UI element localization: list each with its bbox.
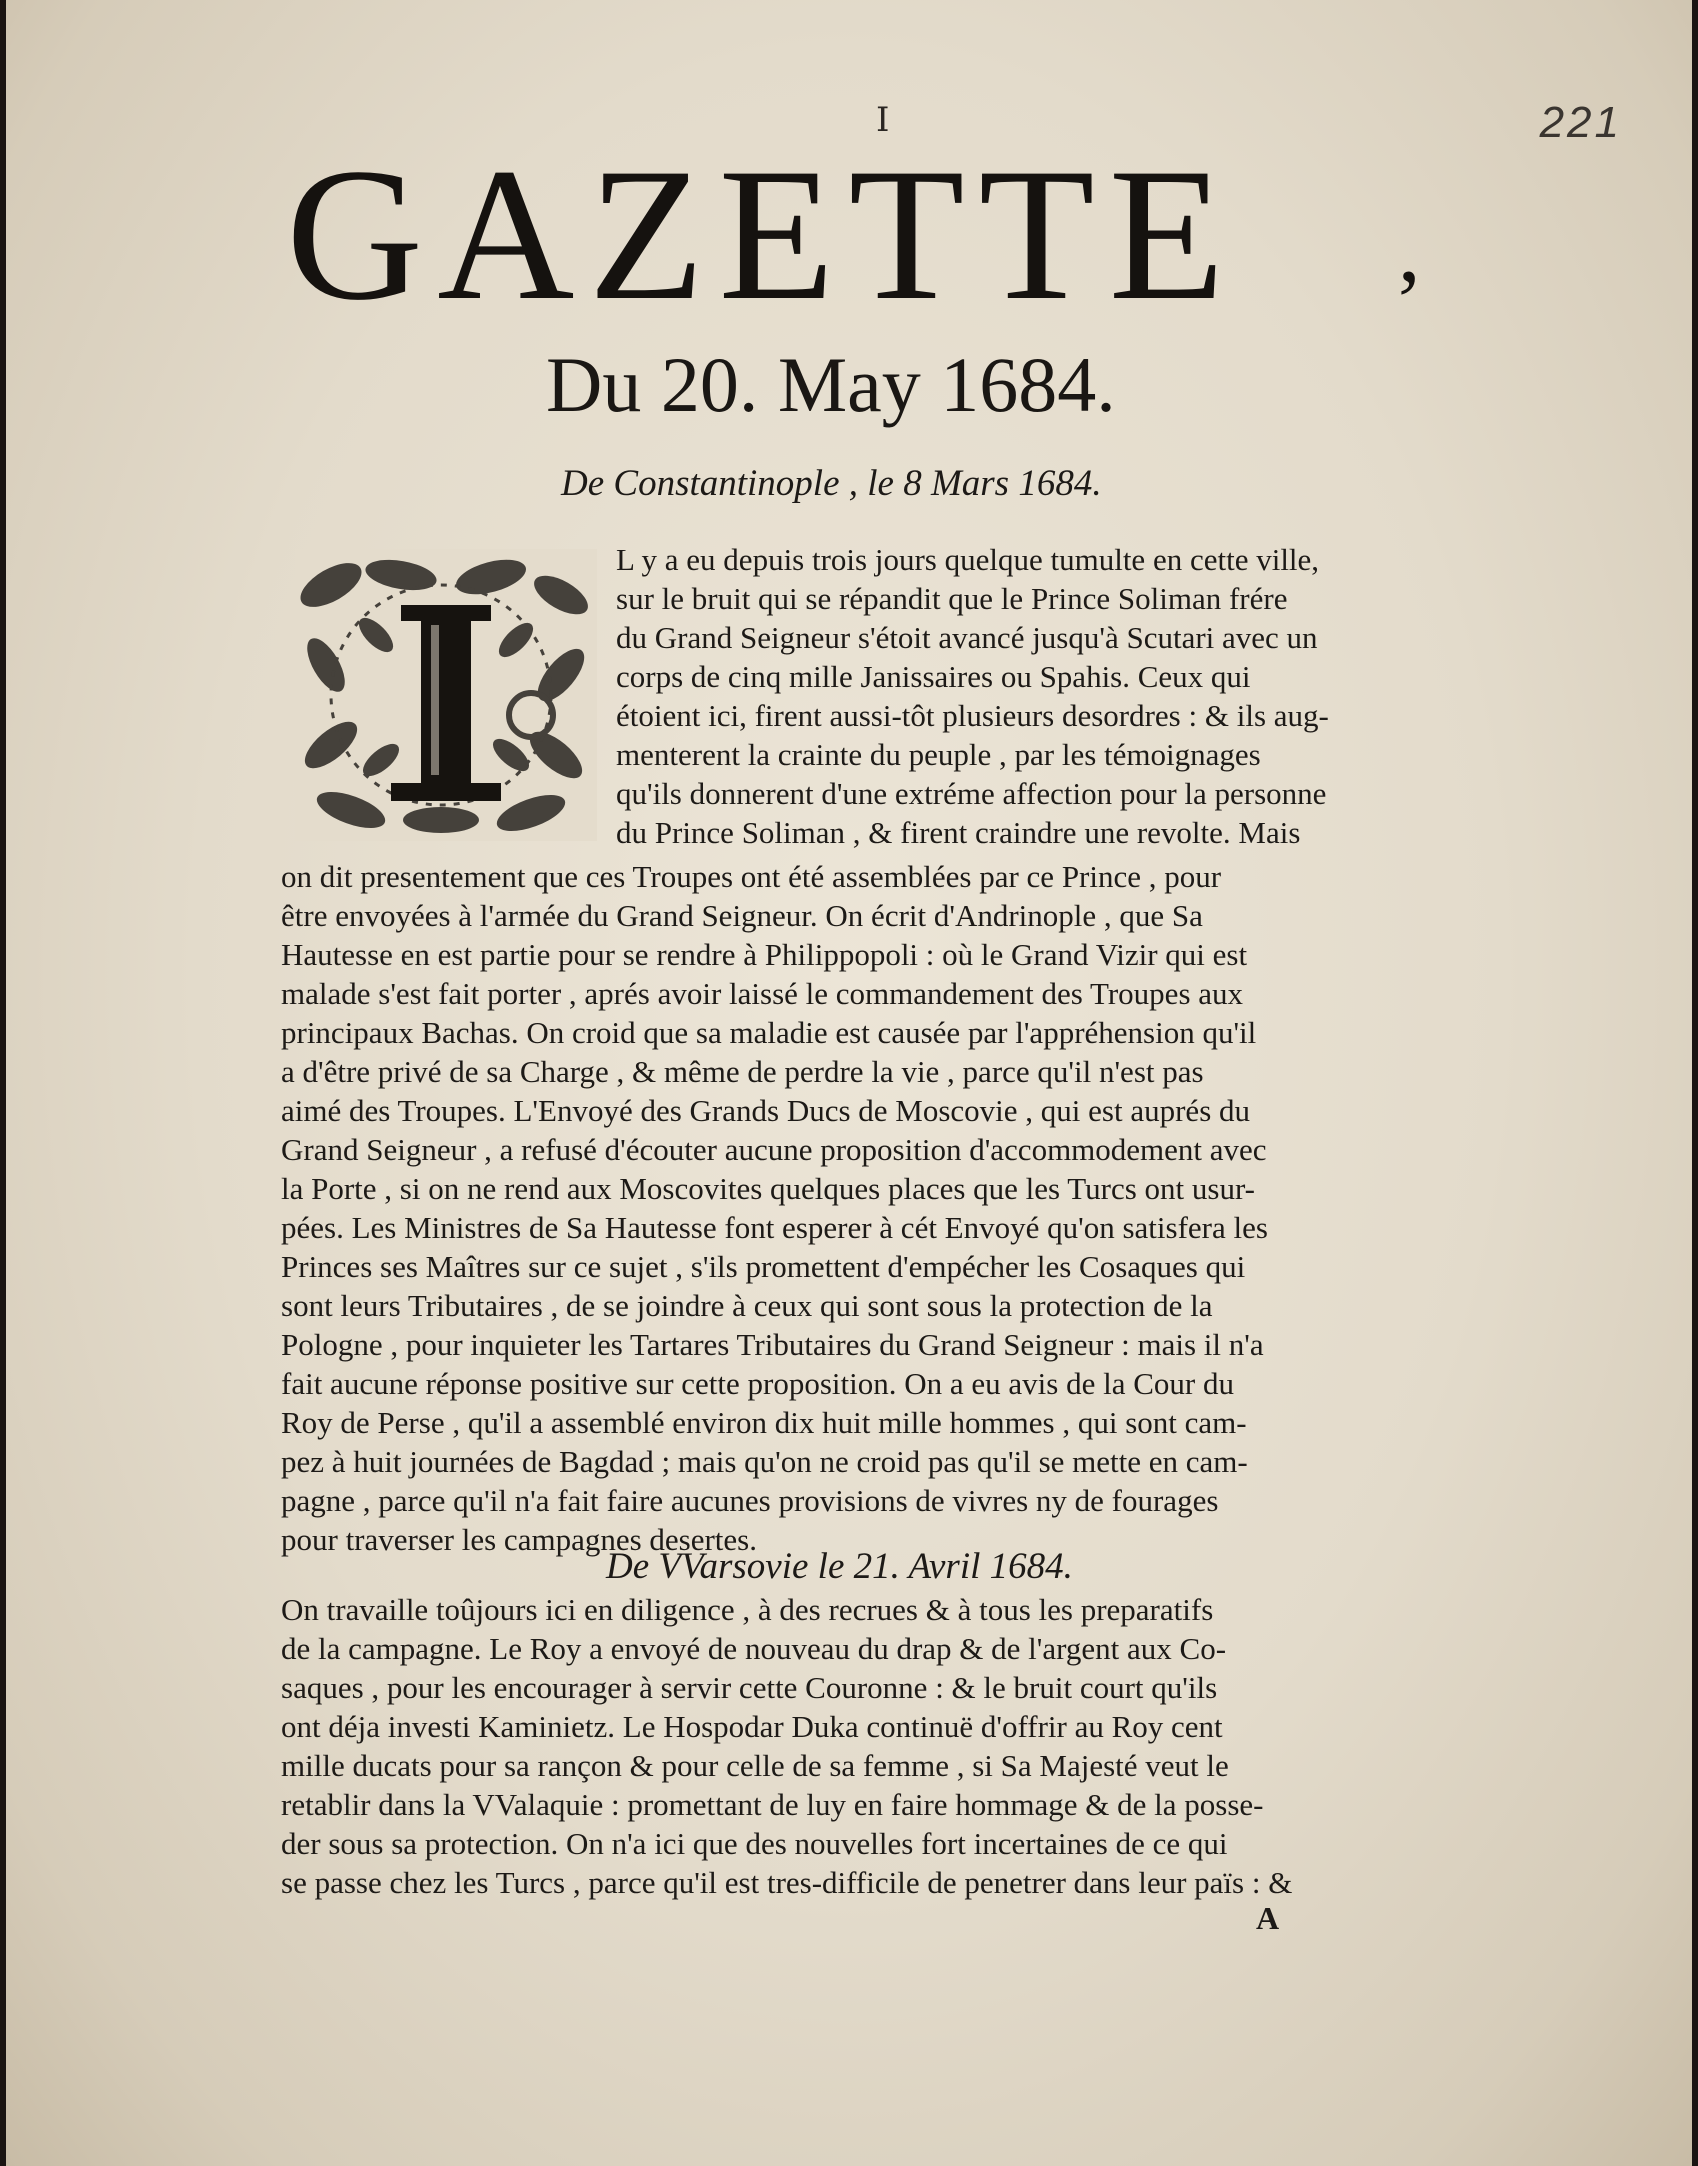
text-line: pour traverser les campagnes desertes. xyxy=(281,1522,757,1557)
text-line: pagne , parce qu'il n'a fait faire aucunes provisions de vivres ny de fourages xyxy=(281,1483,1219,1518)
text-line: retablir dans la VValaquie : promettant de luy en faire hommage & de la posse- xyxy=(281,1787,1264,1822)
masthead-comma: , xyxy=(1398,202,1421,301)
text-line: malade s'est fait porter , aprés avoir laissé le commandement des Troupes aux xyxy=(281,976,1244,1011)
text-line: du Grand Seigneur s'étoit avancé jusqu'à Scutari avec un xyxy=(616,620,1318,655)
section-heading-varsovie: De VVarsovie le 21. Avril 1684. xyxy=(606,1546,1073,1587)
issue-dateline: Du 20. May 1684. xyxy=(546,341,1116,428)
gazette-page xyxy=(6,0,1692,2166)
text-line: de la campagne. Le Roy a envoyé de nouveau du drap & de l'argent aux Co- xyxy=(281,1631,1227,1666)
text-line: L y a eu depuis trois jours quelque tumulte en cette ville, xyxy=(616,542,1320,577)
text-line: Hautesse en est partie pour se rendre à Philippopoli : où le Grand Vizir qui est xyxy=(281,937,1248,972)
varsovie-lines xyxy=(281,1590,1446,1902)
masthead-title: GAZETTE xyxy=(286,130,1239,340)
ornamental-drop-cap xyxy=(291,545,601,845)
text-line: Roy de Perse , qu'il a assemblé environ dix huit mille hommes , qui sont cam- xyxy=(281,1405,1247,1440)
text-line: sur le bruit qui se répandit que le Prince Soliman frére xyxy=(616,581,1288,616)
text-line: être envoyées à l'armée du Grand Seigneur. On écrit d'Andrinople , que Sa xyxy=(281,898,1203,933)
text-line: Pologne , pour inquieter les Tartares Tributaires du Grand Seigneur : mais il n'a xyxy=(281,1327,1264,1362)
text-line: ont déja investi Kaminietz. Le Hospodar Duka continuë d'offrir au Roy cent xyxy=(281,1709,1223,1744)
signature-letter: A xyxy=(1256,1900,1280,1936)
text-line: menterent la crainte du peuple , par les témoignages xyxy=(616,737,1261,772)
text-line: corps de cinq mille Janissaires ou Spahis. Ceux qui xyxy=(616,659,1251,694)
foliage-ornament-icon xyxy=(291,545,601,845)
text-line: étoient ici, firent aussi-tôt plusieurs desordres : & ils aug- xyxy=(616,698,1329,733)
text-line: on dit presentement que ces Troupes ont été assemblées par ce Prince , pour xyxy=(281,859,1222,894)
text-line: der sous sa protection. On n'a ici que des nouvelles fort incertaines de ce qui xyxy=(281,1826,1228,1861)
section-heading-constantinople: De Constantinople , le 8 Mars 1684. xyxy=(561,463,1102,504)
text-line: saques , pour les encourager à servir cette Couronne : & le bruit court qu'ils xyxy=(281,1670,1218,1705)
text-line: On travaille toûjours ici en diligence , à des recrues & à tous les preparatifs xyxy=(281,1592,1214,1627)
text-line: Princes ses Maîtres sur ce sujet , s'ils promettent d'empécher les Cosaques qui xyxy=(281,1249,1246,1284)
text-line: Grand Seigneur , a refusé d'écouter aucune proposition d'accommodement avec xyxy=(281,1132,1267,1167)
text-line: se passe chez les Turcs , parce qu'il est tres-difficile de penetrer dans leur païs : & xyxy=(281,1865,1293,1900)
text-line: principaux Bachas. On croid que sa maladie est causée par l'appréhension qu'il xyxy=(281,1015,1257,1050)
text-line: fait aucune réponse positive sur cette proposition. On a eu avis de la Cour du xyxy=(281,1366,1234,1401)
page-number: 221 xyxy=(1539,98,1622,147)
text-line: pées. Les Ministres de Sa Hautesse font esperer à cét Envoyé qu'on satisfera les xyxy=(281,1210,1268,1245)
constantinople-lines-full xyxy=(281,857,1446,1559)
text-line: a d'être privé de sa Charge , & même de perdre la vie , parce qu'il n'est pas xyxy=(281,1054,1204,1089)
text-line: du Prince Soliman , & firent craindre une revolte. Mais xyxy=(616,815,1301,850)
folio-mark: I xyxy=(876,100,890,140)
text-line: aimé des Troupes. L'Envoyé des Grands Ducs de Moscovie , qui est auprés du xyxy=(281,1093,1251,1128)
text-line: pez à huit journées de Bagdad ; mais qu'on ne croid pas qu'il se mette en cam- xyxy=(281,1444,1248,1479)
text-line: sont leurs Tributaires , de se joindre à ceux qui sont sous la protection de la xyxy=(281,1288,1213,1323)
text-line: la Porte , si on ne rend aux Moscovites quelques places que les Turcs ont usur- xyxy=(281,1171,1256,1206)
constantinople-lines-beside-cap xyxy=(616,540,1446,852)
text-line: mille ducats pour sa rançon & pour celle de sa femme , si Sa Majesté veut le xyxy=(281,1748,1229,1783)
text-line: qu'ils donnerent d'une extréme affection pour la personne xyxy=(616,776,1327,811)
